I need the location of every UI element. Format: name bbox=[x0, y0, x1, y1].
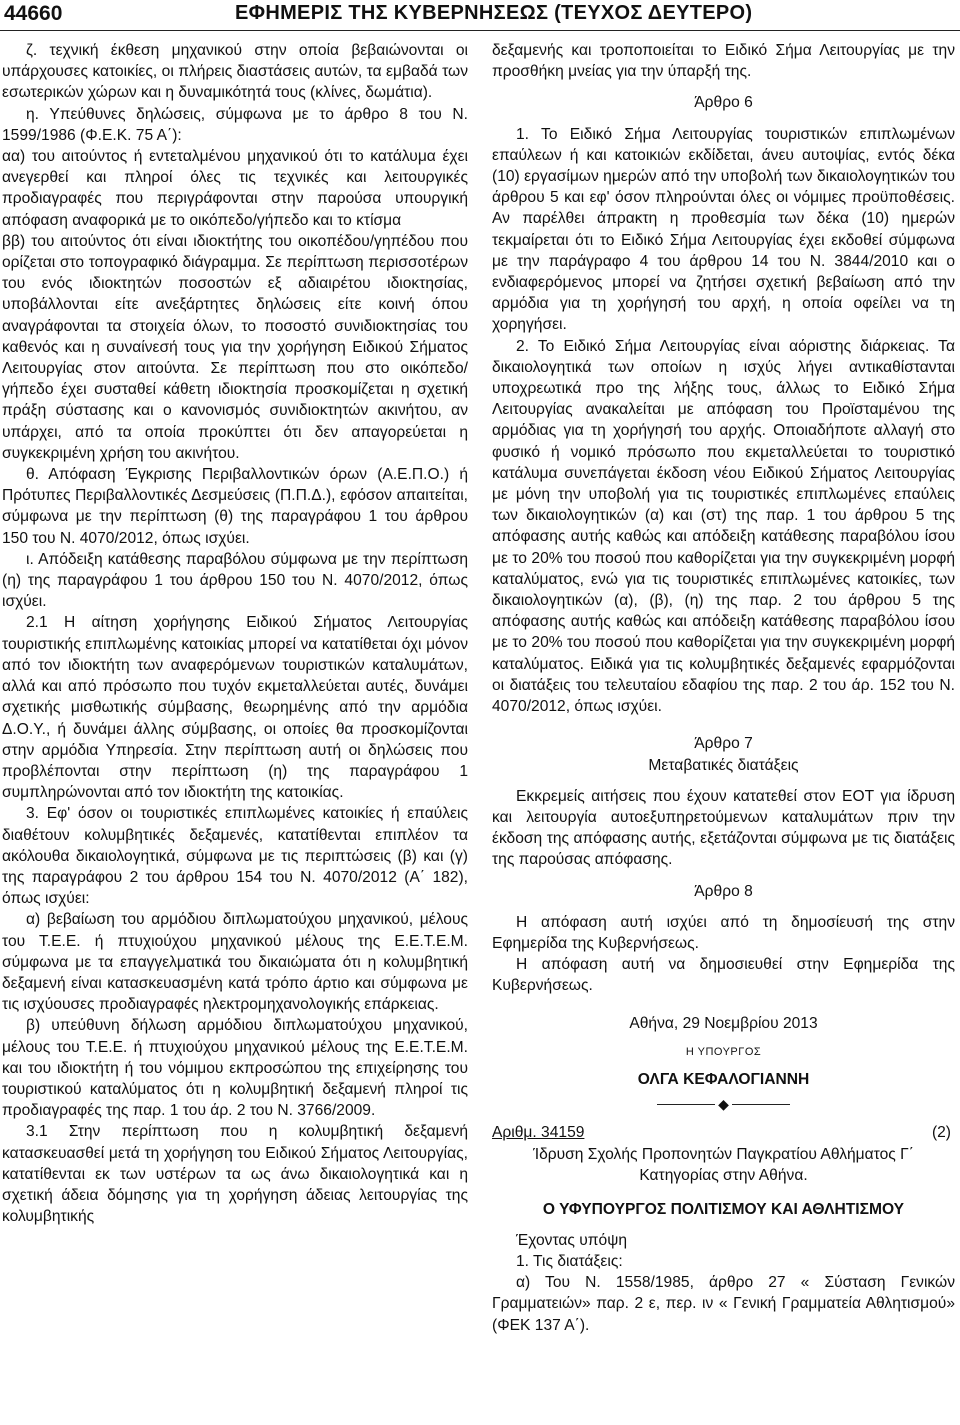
paragraph: αα) του αιτούντος ή εντεταλμένου μηχανικού ότι το κατάλυμα έχει ανεγερθεί και πληροί όλες τις τεχνικές και λειτουργικές προδιαγραφές που περιγράφονται στην παρούσα υπουργική απόφαση αναφορικά με το οικόπεδο/γήπεδο και το κτίσμα bbox=[2, 148, 468, 229]
paragraph: 3. Εφ' όσον οι τουριστικές επιπλωμένες κατοικίες ή επαύλεις διαθέτουν κολυμβητικές δεξαμενές, κατατίθενται επιπλέον τα ακόλουθα δικαιολογητικά, σύμφωνα με τις περιπτώσεις (β) και (γ) της παραγράφου 2 του άρθρου 154 του Ν. 4070/2012 (Α΄ 182), όπως ισχύει: bbox=[2, 805, 468, 908]
decision-number-row bbox=[492, 1122, 955, 1144]
paragraph: 2.1 Η αίτηση χορήγησης Ειδικού Σήματος Λειτουργίας τουριστικής επιπλωμένης κατοικίας μπορεί να κατατίθεται όχι μόνον από τον ιδιοκτήτη των αναφερόμενων τουριστικών καταλυμάτων, αλλά και από πρόσωπο που τυχόν εκμεταλλεύεται αυτές, δυνάμει σχετικής μισθωτικής σύμβασης, θεωρημένης από την αρμόδια Δ.Ο.Υ., ή δυνάμει άλλης σύμβασης, οι οποίες θα προσκομίζονται στην αρμόδια Υπηρεσία. Στην περίπτωση αυτή οι δηλώσεις που προβλέπονται στην περίπτωση (η) της παραγράφου 1 συμπληρώνονται από τον ιδιοκτήτη της κατοικίας. bbox=[2, 614, 468, 802]
paragraph: δεξαμενής και τροποποιείται το Ειδικό Σήμα Λειτουργίας με την προσθήκη μνείας για την ύπαρξή της. bbox=[492, 42, 955, 81]
separator-line bbox=[732, 1104, 790, 1105]
article-7-subheading: Μεταβατικές διατάξεις bbox=[648, 756, 799, 774]
paragraph: Η απόφαση αυτή ισχύει από τη δημοσίευσή της στην Εφημερίδα της Κυβερνήσεως. bbox=[492, 913, 955, 952]
paragraph: ββ) του αιτούντος ότι είναι ιδιοκτήτης του οικοπέδου/γηπέδου που ορίζεται στο τοπογραφικό διάγραμμα. Σε περίπτωση περισσοτέρων του ενός ιδιοκτητών ποσοστών εξ αδιαιρέτου ιδιοκτησίας, υποβάλλονται είτε ανεξάρτητες δηλώσεις είτε κοινή όπου αναγράφονται τα στοιχεία όλων, το ποσοστό συνιδιοκτησίας του καθενός και η συναίνεσή τους για την χορήγηση Ειδικού Σήματος Λειτουργίας στον αιτούντα. Σε περίπτωση που στο οικόπεδο/γήπεδο έχει συσταθεί κάθετη ιδιοκτησία προσκομίζεται η σχετική πράξη σύστασης και ο κανονισμός συνιδιοκτητών ακινήτου, αν υπάρχει, από τα οποία προκύπτει ότι δεν απαγορεύεται η συγκεκριμένη χρήση του ακινήτου. bbox=[2, 232, 468, 462]
article-7-heading: Άρθρο 7 bbox=[694, 735, 753, 753]
article-6-heading: Άρθρο 6 bbox=[694, 94, 753, 112]
paragraph: Η απόφαση αυτή να δημοσιευθεί στην Εφημερίδα της Κυβερνήσεως. bbox=[492, 956, 955, 995]
page-header bbox=[0, 0, 960, 31]
minister-name: ΟΛΓΑ ΚΕΦΑΛΟΓΙΑΝΝΗ bbox=[637, 1070, 810, 1088]
left-column bbox=[2, 40, 468, 1227]
separator-line bbox=[657, 1104, 715, 1105]
paragraph: ζ. τεχνική έκθεση μηχανικού στην οποία βεβαιώνονται οι υπάρχουσες κατοικίες, οι πλήρεις διαστάσεις αυτών, τα εμβαδά των εσωτερικών χώρων και η δυναμικότητά τους (κλίνες, δωμάτια). bbox=[2, 42, 468, 102]
page-number: 44660 bbox=[4, 2, 63, 25]
place-date: Αθήνα, 29 Νοεμβρίου 2013 bbox=[629, 1014, 818, 1032]
paragraph: ι. Απόδειξη κατάθεσης παραβόλου σύμφωνα με την περίπτωση (η) της παραγράφου 1 του άρθρου 150 του Ν. 4070/2012, όπως ισχύει. bbox=[2, 550, 468, 611]
decision-title: Ίδρυση Σχολής Προπονητών Παγκρατίου Αθλήματος Γ΄ Κατηγορίας στην Αθήνα. bbox=[533, 1146, 914, 1185]
paragraph: 2. Το Ειδικό Σήμα Λειτουργίας είναι αόριστης διάρκειας. Τα δικαιολογητικά των οποίων η ισχύς λήγει αντικαθίστανται υποχρεωτικά προ της λήξης τους, άλλως το Ειδικό Σήμα Λειτουργίας ανακαλείται με απόφαση του Προϊσταμένου της αρμόδιας για τη χορήγησή του αρχής. Οποιαδήποτε αλλαγή στο φυσικό ή νομικό πρόσωπο που εκμεταλλεύεται το τουριστικό κατάλυμα συνεπάγεται έκδοση νέου Ειδικού Σήματος Λειτουργίας με μόνη την υποβολή για τις τουριστικές επιπλωμένες επαύλεις των δικαιολογητικών (α) και (στ) της παρ. 1 του άρθρου 5 της απόφασης αυτής καθώς και απόδειξη κατάθεσης παραβόλου ίσου με το 20% του ποσού που καθορίζεται για την συγκεκριμένη μορφή καταλύματος, ενώ για τις τουριστικές επιπλωμένες κατοικίες, των δικαιολογητικών (α), (β), (η) της παρ. 2 του άρθρου 5 της απόφασης αυτής καθώς και απόδειξη κατάθεσης παραβόλου ίσου με το 20% του ποσού που καθορίζεται για την συγκεκριμένη μορφή καταλύματος. Ειδικά για τις κολυμβητικές δεξαμενές εφαρμόζονται οι διατάξεις του τελευταίου εδαφίου της παρ. 2 του άρ. 152 του Ν. 4070/2012, όπως ισχύει. bbox=[492, 337, 955, 716]
paragraph: 1. Τις διατάξεις: bbox=[516, 1253, 623, 1271]
section-separator bbox=[492, 1096, 955, 1112]
paragraph: θ. Απόφαση Έγκρισης Περιβαλλοντικών όρων (Α.Ε.Π.Ο.) ή Πρότυπες Περιβαλλοντικές Δεσμεύσεις (Π.Π.Δ.), εφόσον απαιτείται, σύμφωνα με την περίπτωση (θ) της παραγράφου 1 του άρθρου 150 του Ν. 4070/2012, όπως ισχύει. bbox=[2, 466, 468, 547]
minister-title: Η ΥΠΟΥΡΓΟΣ bbox=[685, 1045, 762, 1058]
paragraph: 1. Το Ειδικό Σήμα Λειτουργίας τουριστικών επιπλωμένων επαύλεων ή και κατοικιών εκδίδεται, άνευ αυτοψίας, εντός δέκα (10) εργασίμων ημερών από την υποβολή των δικαιολογητικών του άρθρου 5 και εφ' όσον πληρούνται όλες οι νόμιμες προϋποθέσεις. Αν παρέλθει άπρακτη η προθεσμία των δέκα (10) ημερών τεκμαίρεται ότι το Ειδικό Σήμα Λειτουργίας έχει εκδοθεί σύμφωνα με την παράγραφο 4 του άρθρου 14 του Ν. 3844/2010 και ο ενδιαφερόμενος μπορεί να ζητήσει σχετική βεβαίωση από την αρμόδια για τη χορήγησή του αρχή, η οποία οφείλει να τη χορηγήσει. bbox=[492, 125, 955, 334]
paragraph: Εκκρεμείς αιτήσεις που έχουν κατατεθεί στον ΕΟΤ για ίδρυση και λειτουργία αυτοεξυπηρετούμενων καταλυμάτων πριν την έκδοση της απόφασης αυτής, εξετάζονται σύμφωνα με τις διατάξεις της παρούσας απόφασης. bbox=[492, 787, 955, 869]
paragraph: Έχοντας υπόψη bbox=[516, 1231, 628, 1249]
paragraph: α) Του Ν. 1558/1985, άρθρο 27 « Σύσταση Γενικών Γραμματειών» παρ. 2 ε, περ. ιν « Γενική Γραμματεία Αθλητισμού» (ΦΕΚ 137 Α΄). bbox=[492, 1274, 955, 1334]
right-column bbox=[492, 40, 955, 1336]
paragraph: α) βεβαίωση του αρμόδιου διπλωματούχου μηχανικού, μέλους του Τ.Ε.Ε. ή πτυχιούχου μηχανικού μέλους της Ε.Ε.Τ.Ε.Μ. σύμφωνα με τα επαγγελματικά του δικαιώματα ότι η κολυμβητική δεξαμενή είναι κατασκευασμένη κατά τρόπο άρτιο και σύμφωνα με τις ισχύουσες προδιαγραφές ηλεκτρομηχανολογικής επάρκειας. bbox=[2, 911, 468, 1014]
paragraph: 3.1 Στην περίπτωση που η κολυμβητική δεξαμενή κατασκευασθεί μετά τη χορήγηση του Ειδικού Σήματος Λειτουργίας, κατατίθενται εκ των υστέρων τα ως άνω δικαιολογητικά και η σχετική άδεια δόμησης για τη χορήγηση άδειας λειτουργίας της κολυμβητικής bbox=[2, 1123, 468, 1226]
gazette-title: ΕΦΗΜΕΡΙΣ ΤΗΣ ΚΥΒΕΡΝΗΣΕΩΣ (ΤΕΥΧΟΣ ΔΕΥΤΕΡΟ) bbox=[235, 2, 753, 24]
paragraph: η. Υπεύθυνες δηλώσεις, σύμφωνα με το άρθρο 8 του Ν. 1599/1986 (Φ.Ε.Κ. 75 Α΄): bbox=[2, 105, 468, 144]
diamond-icon: ◆ bbox=[718, 1096, 729, 1113]
ministry-heading: Ο ΥΦΥΠΟΥΡΓΟΣ ΠΟΛΙΤΙΣΜΟΥ ΚΑΙ ΑΘΛΗΤΙΣΜΟΥ bbox=[542, 1200, 905, 1218]
paragraph: β) υπεύθυνη δήλωση αρμόδιου διπλωματούχου μηχανικού, μέλους του Τ.Ε.Ε. ή πτυχιούχου μηχανικού μέλους της Ε.Ε.Τ.Ε.Μ. και του ιδιοκτήτη ή του νόμιμου εκπροσώπου της επιχείρησης του τουριστικού καταλύματος ότι η κολυμβητική δεξαμενή πληροί τις προδιαγραφές της παρ. 1 του άρ. 2 του Ν. 3766/2009. bbox=[2, 1017, 468, 1120]
decision-index: (2) bbox=[931, 1124, 951, 1142]
article-8-heading: Άρθρο 8 bbox=[694, 882, 753, 900]
decision-number: Αριθμ. 34159 bbox=[492, 1124, 585, 1142]
